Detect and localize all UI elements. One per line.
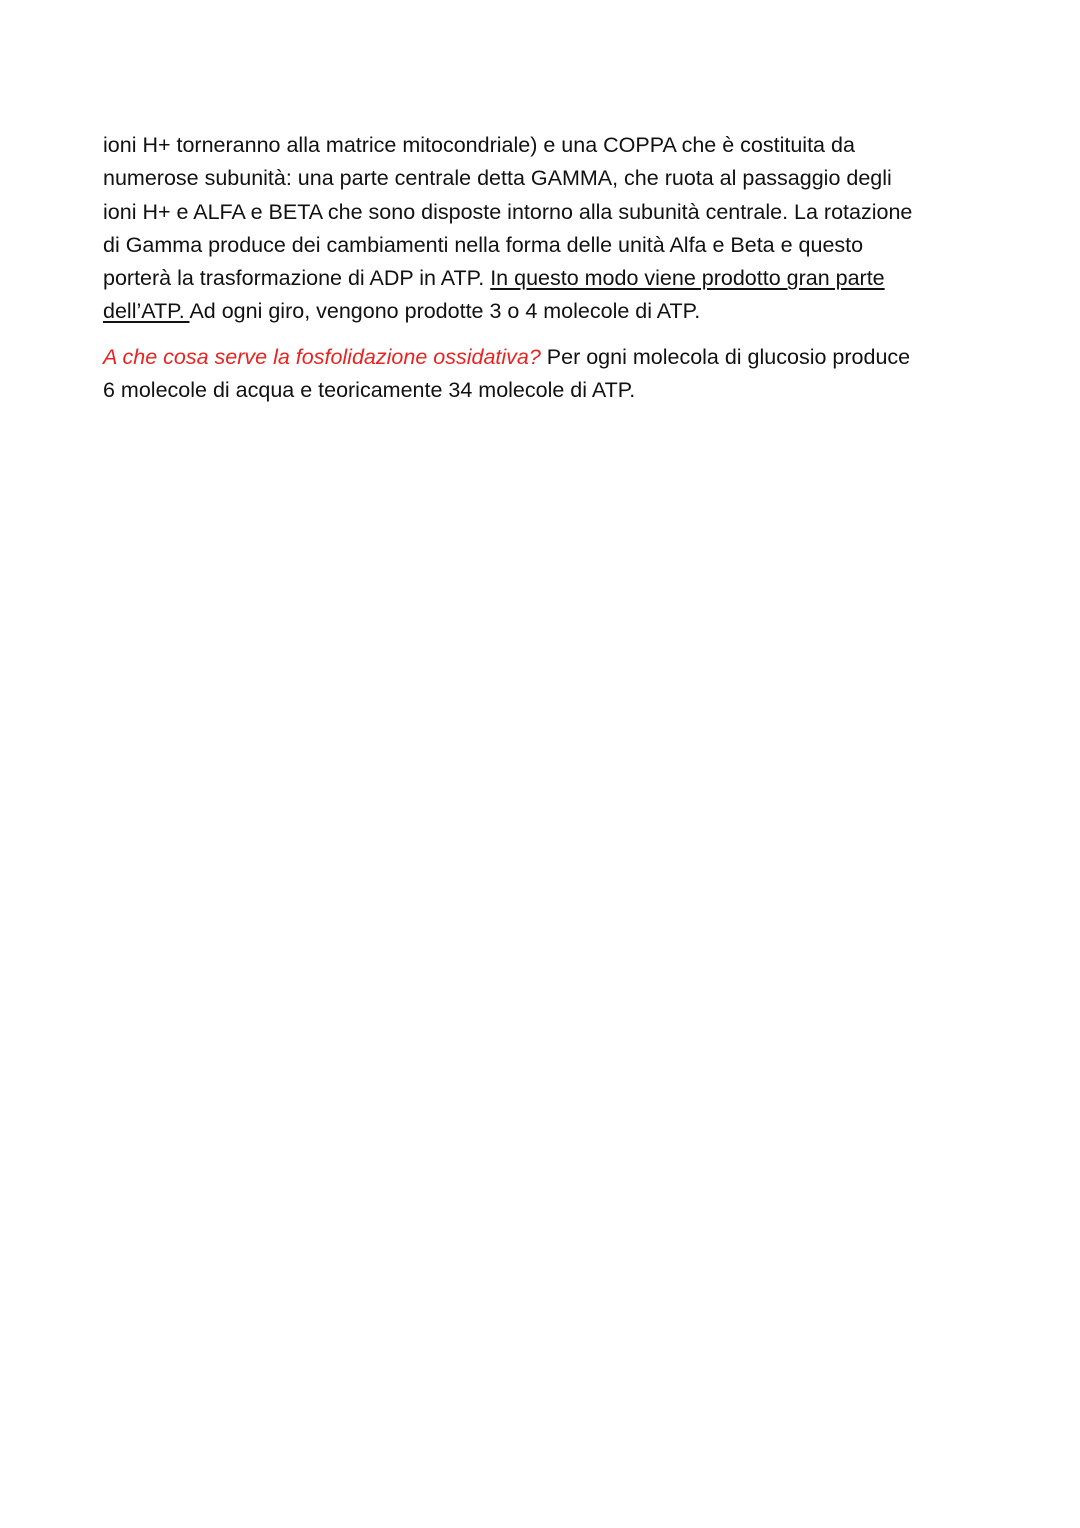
paragraph-atp-synthase [103, 129, 983, 329]
text-line: numerose subunità: una parte centrale detta GAMMA, che ruota al passaggio degli [103, 166, 892, 191]
question-heading: A che cosa serve la fosfolidazione ossidativa? [103, 344, 541, 369]
text-line: ioni H+ torneranno alla matrice mitocondriale) e una COPPA che è costituita da [103, 133, 855, 157]
underlined-text: dell’ATP. [103, 299, 190, 324]
text-segment: porterà la trasformazione di ADP in ATP. [103, 266, 491, 291]
text-segment: Ad ogni giro, vengono prodotte 3 o 4 molecole di ATP. [189, 299, 701, 324]
text-line [103, 295, 983, 328]
text-line [103, 262, 983, 295]
paragraph-oxidative-phosphorylation [103, 341, 983, 408]
text-line [103, 341, 983, 374]
document-body [103, 129, 983, 419]
text-line: ioni H+ e ALFA e BETA che sono disposte intorno alla subunità centrale. La rotazione [103, 199, 913, 224]
text-line: di Gamma produce dei cambiamenti nella forma delle unità Alfa e Beta e questo [103, 232, 864, 257]
text-segment: Per ogni molecola di glucosio produce [540, 344, 911, 369]
text-line: 6 molecole di acqua e teoricamente 34 molecole di ATP. [103, 378, 636, 403]
underlined-text: In questo modo viene prodotto gran parte [490, 266, 885, 291]
